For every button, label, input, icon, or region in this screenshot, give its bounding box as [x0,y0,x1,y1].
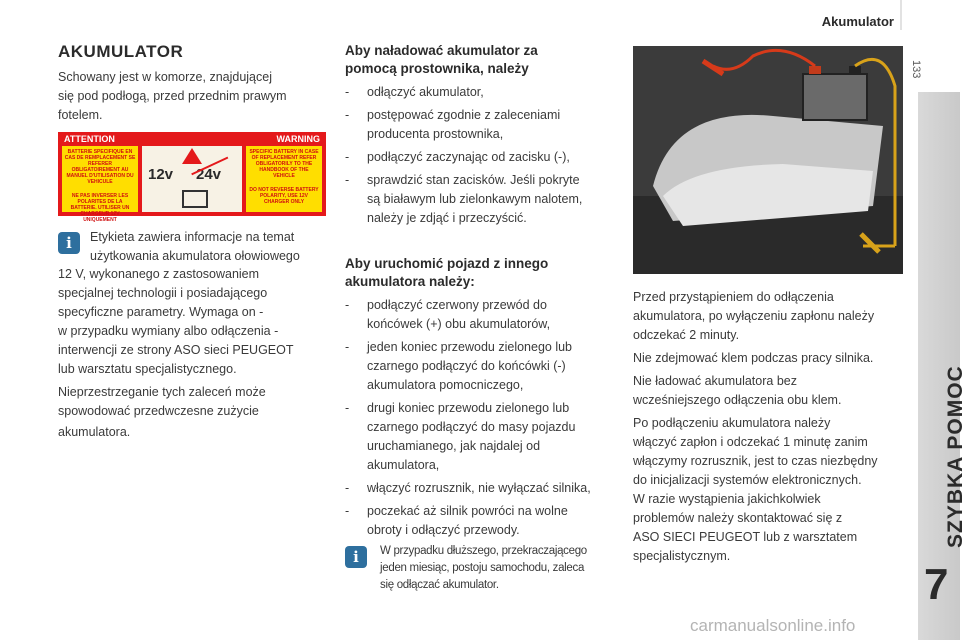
text-line: Nie ładować akumulatora bez [633,374,797,388]
dash-bullet: - [345,481,350,495]
list-item [345,148,610,167]
info-line: w przypadku wymiany albo odłączenia - [58,324,279,338]
item-line: włączyć rozrusznik, nie wyłączać silnika, [367,481,591,495]
title-line: Aby uruchomić pojazd z innego [345,256,549,271]
list-item [345,338,617,395]
item-line: obroty i odłączyć przewody. [367,523,520,537]
label-left-panel [62,146,138,223]
info-line: Etykieta zawiera informacje na temat [90,230,295,244]
text-line: ASO SIECI PEUGEOT lub z warsztatem [633,530,858,544]
paragraph [633,372,905,410]
paragraph [633,288,905,345]
info-line: spowodować przedwczesne zużycie [58,404,259,418]
list-item [345,83,610,102]
dash-bullet: - [345,340,350,354]
info-line: się odłączać akumulator. [380,579,499,591]
battery-icon [182,190,208,208]
text-line: problemów należy skontaktować się z [633,511,843,525]
label-center-pictograms [142,146,242,212]
item-line: producenta prostownika, [367,127,504,141]
info-note-first-lines [90,228,320,266]
item-line: należy je zdjąć i przeczyścić. [367,211,527,225]
watermark: carmanualsonline.info [690,616,856,635]
intro-line: Schowany jest w komorze, znajdującej [58,70,272,84]
paragraph [633,414,905,566]
text-line: wcześniejszego odłączenia obu klem. [633,393,842,407]
label-attention-heading: ATTENTION [64,134,115,144]
info-line: 12 V, wykonanego z zastosowaniem [58,267,260,281]
page-title: AKUMULATOR [58,42,184,61]
info-note-body [58,265,328,442]
item-line: drugi koniec przewodu zielonego lub [367,401,570,415]
list-item [345,296,617,334]
item-line: końcówek (+) obu akumulatorów, [367,317,551,331]
chapter-label: SZYBKA POMOC [944,365,967,548]
item-line: uruchamianego, jak najdalej od [367,439,541,453]
item-line: czarnego podłączyć do końcówki (-) [367,359,566,373]
text-line: włączyć zapłon i odczekać 1 minutę zanim [633,435,868,449]
dash-bullet: - [345,173,350,187]
list-item [345,502,617,540]
info-line: Nieprzestrzeganie tych zaleceń może [58,385,266,399]
list-item [345,399,617,475]
info-line: użytkowania akumulatora ołowiowego [90,249,300,263]
item-line: poczekać aż silnik powróci na wolne [367,504,568,518]
item-line: czarnego podłączyć do masy pojazdu [367,420,576,434]
precautions-text [633,288,905,570]
info-note-storage [380,543,620,594]
text-line: specjalistycznym. [633,549,731,563]
page-number: 133 [910,60,922,79]
title-line: Aby naładować akumulator za [345,43,538,58]
text-line: odczekać 2 minuty. [633,328,740,342]
text-line: do inicjalizacji systemów elektronicznych. [633,473,862,487]
intro-line: fotelem. [58,108,103,122]
label-left-text: BATTERIE SPECIFIQUE EN CAS DE REMPLACEMENT SE REFERER OBLIGATOIREMENT AU MANUEL D'UTILISATION DU VEHICULE [64,149,136,185]
item-line: sprawdzić stan zacisków. Jeśli pokryte [367,173,580,187]
label-24v: 24v [196,166,222,183]
title-line: pomocą prostownika, należy [345,61,529,76]
label-right-panel [246,146,322,212]
label-left-text2: NE PAS INVERSER LES POLARITES DE LA BATTERIE. UTILISER UN CHARGEUR 12V UNIQUEMENT [70,193,130,223]
text-line: Po podłączeniu akumulatora należy [633,416,831,430]
dash-bullet: - [345,85,350,99]
header-divider [900,0,902,30]
intro-paragraph [58,68,318,125]
info-line: specyficzne parametry. Wymaga on - [58,305,264,319]
info-icon: i [345,546,367,568]
item-line: podłączyć czerwony przewód do [367,298,547,312]
text-line: Przed przystąpieniem do odłączenia [633,290,834,304]
item-line: odłączyć akumulator, [367,85,484,99]
list-item [345,479,617,498]
charge-section-title [345,42,605,78]
item-line: akumulatora pomocniczego, [367,378,524,392]
text-line: W razie wystąpienia jakichkolwiek [633,492,821,506]
jump-start-steps-list [345,296,617,544]
info-line: akumulatora. [58,425,131,439]
info-icon: i [58,232,80,254]
intro-line: się pod podłogą, przed przednim prawym [58,89,287,103]
item-line: jeden koniec przewodu zielonego lub [367,340,573,354]
battery-photo-illustration [633,46,903,274]
dash-bullet: - [345,150,350,164]
jump-start-section-title [345,255,605,291]
item-line: podłączyć zaczynając od zacisku (-), [367,150,570,164]
dash-bullet: - [345,108,350,122]
list-item [345,106,610,144]
info-line: specjalnej technologii i posiadającego [58,286,268,300]
info-line: interwencji ze strony ASO sieci PEUGEOT [58,343,294,357]
info-line: jeden miesiąc, postoju samochodu, zaleca [380,562,585,574]
info-line: W przypadku dłuższego, przekraczającego [380,545,587,557]
dash-bullet: - [345,401,350,415]
warning-triangle-icon [182,148,202,164]
battery-location-photo [633,46,903,274]
battery-warning-label [58,132,326,223]
text-line: Nie zdejmować klem podczas pracy silnika. [633,351,874,365]
item-line: są białawym lub zielonkawym nalotem, [367,192,583,206]
label-right-text2: DO NOT REVERSE BATTERY POLARITY, USE 12V CHARGER ONLY [249,187,319,205]
text-line: włączymy rozrusznik, jest to czas niezbędny [633,454,878,468]
dash-bullet: - [345,298,350,312]
item-line: postępować zgodnie z zaleceniami [367,108,561,122]
paragraph [633,349,905,368]
label-12v: 12v [148,166,174,183]
header-title: Akumulator [821,14,894,29]
label-warning-heading: WARNING [276,134,320,144]
info-line: lub warsztatu specjalistycznego. [58,362,237,376]
title-line: akumulatora należy: [345,274,475,289]
charge-steps-list [345,83,610,232]
label-right-text: SPECIFIC BATTERY IN CASE OF REPLACEMENT REFER OBLIGATORILY TO THE HANDBOOK OF THE VEHICLE [249,149,319,179]
list-item [345,171,610,228]
chapter-number: 7 [924,560,949,609]
text-line: akumulatora, po wyłączeniu zapłonu należy [633,309,875,323]
item-line: akumulatora, [367,458,440,472]
dash-bullet: - [345,504,350,518]
